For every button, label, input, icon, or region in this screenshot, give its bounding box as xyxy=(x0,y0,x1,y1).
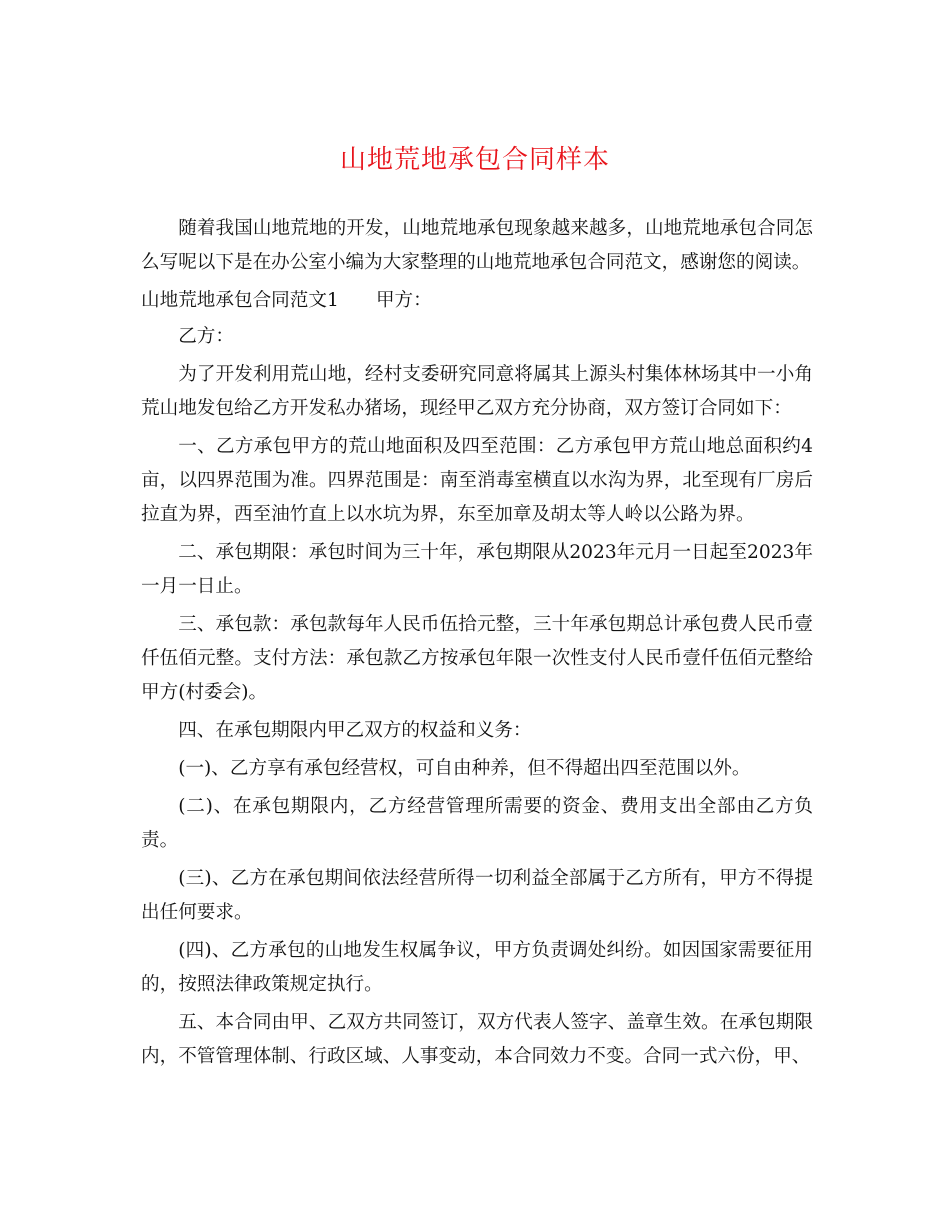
document-title: 山地荒地承包合同样本 xyxy=(339,145,610,175)
clause-1-paragraph: 一、乙方承包甲方的荒山地面积及四至范围：乙方承包甲方荒山地总面积约4亩，以四界范围为准。四界范围是：南至消毒室横直以水沟为界，北至现有厂房后拉直为界，西至油竹直上以水坑为界，东至加章及胡太等人岭以公路为界。 xyxy=(141,436,813,525)
intro-paragraph: 随着我国山地荒地的开发，山地荒地承包现象越来越多，山地荒地承包合同怎么写呢以下是在办公室小编为大家整理的山地荒地承包合同范文，感谢您的阅读。 xyxy=(141,218,813,273)
party-b-line: 乙方： xyxy=(178,326,234,347)
contract-heading-party-a: 山地荒地承包合同范文1 甲方： xyxy=(141,290,432,311)
clause-4-item-1: (一)、乙方享有承包经营权，可自由种养，但不得超出四至范围以外。 xyxy=(178,758,751,779)
clause-4-item-4: (四)、乙方承包的山地发生权属争议，甲方负责调处纠纷。如因国家需要征用的，按照法律政策规定执行。 xyxy=(141,940,813,995)
clause-5-paragraph: 五、本合同由甲、乙双方共同签订，双方代表人签字、盖章生效。在承包期限内，不管管理体制、行政区域、人事变动，本合同效力不变。合同一式六份，甲、 xyxy=(141,1012,813,1067)
clause-4-heading: 四、在承包期限内甲乙双方的权益和义务： xyxy=(178,720,532,741)
clause-4-item-3: (三)、乙方在承包期间依法经营所得一切利益全部属于乙方所有，甲方不得提出任何要求。 xyxy=(141,868,813,923)
clause-2-paragraph: 二、承包期限：承包时间为三十年，承包期限从2023年元月一日起至2023年一月一日止。 xyxy=(141,542,813,597)
document-body xyxy=(141,212,813,1078)
clause-3-paragraph: 三、承包款：承包款每年人民币伍拾元整，三十年承包期总计承包费人民币壹仟伍佰元整。支付方法：承包款乙方按承包年限一次性支付人民币壹仟伍佰元整给甲方(村委会)。 xyxy=(141,614,813,703)
clause-4-item-2: (二)、在承包期限内，乙方经营管理所需要的资金、费用支出全部由乙方负责。 xyxy=(141,796,813,851)
preamble-paragraph: 为了开发利用荒山地，经村支委研究同意将属其上源头村集体林场其中一小角荒山地发包给乙方开发私办猪场，现经甲乙双方充分协商，双方签订合同如下： xyxy=(141,364,813,419)
